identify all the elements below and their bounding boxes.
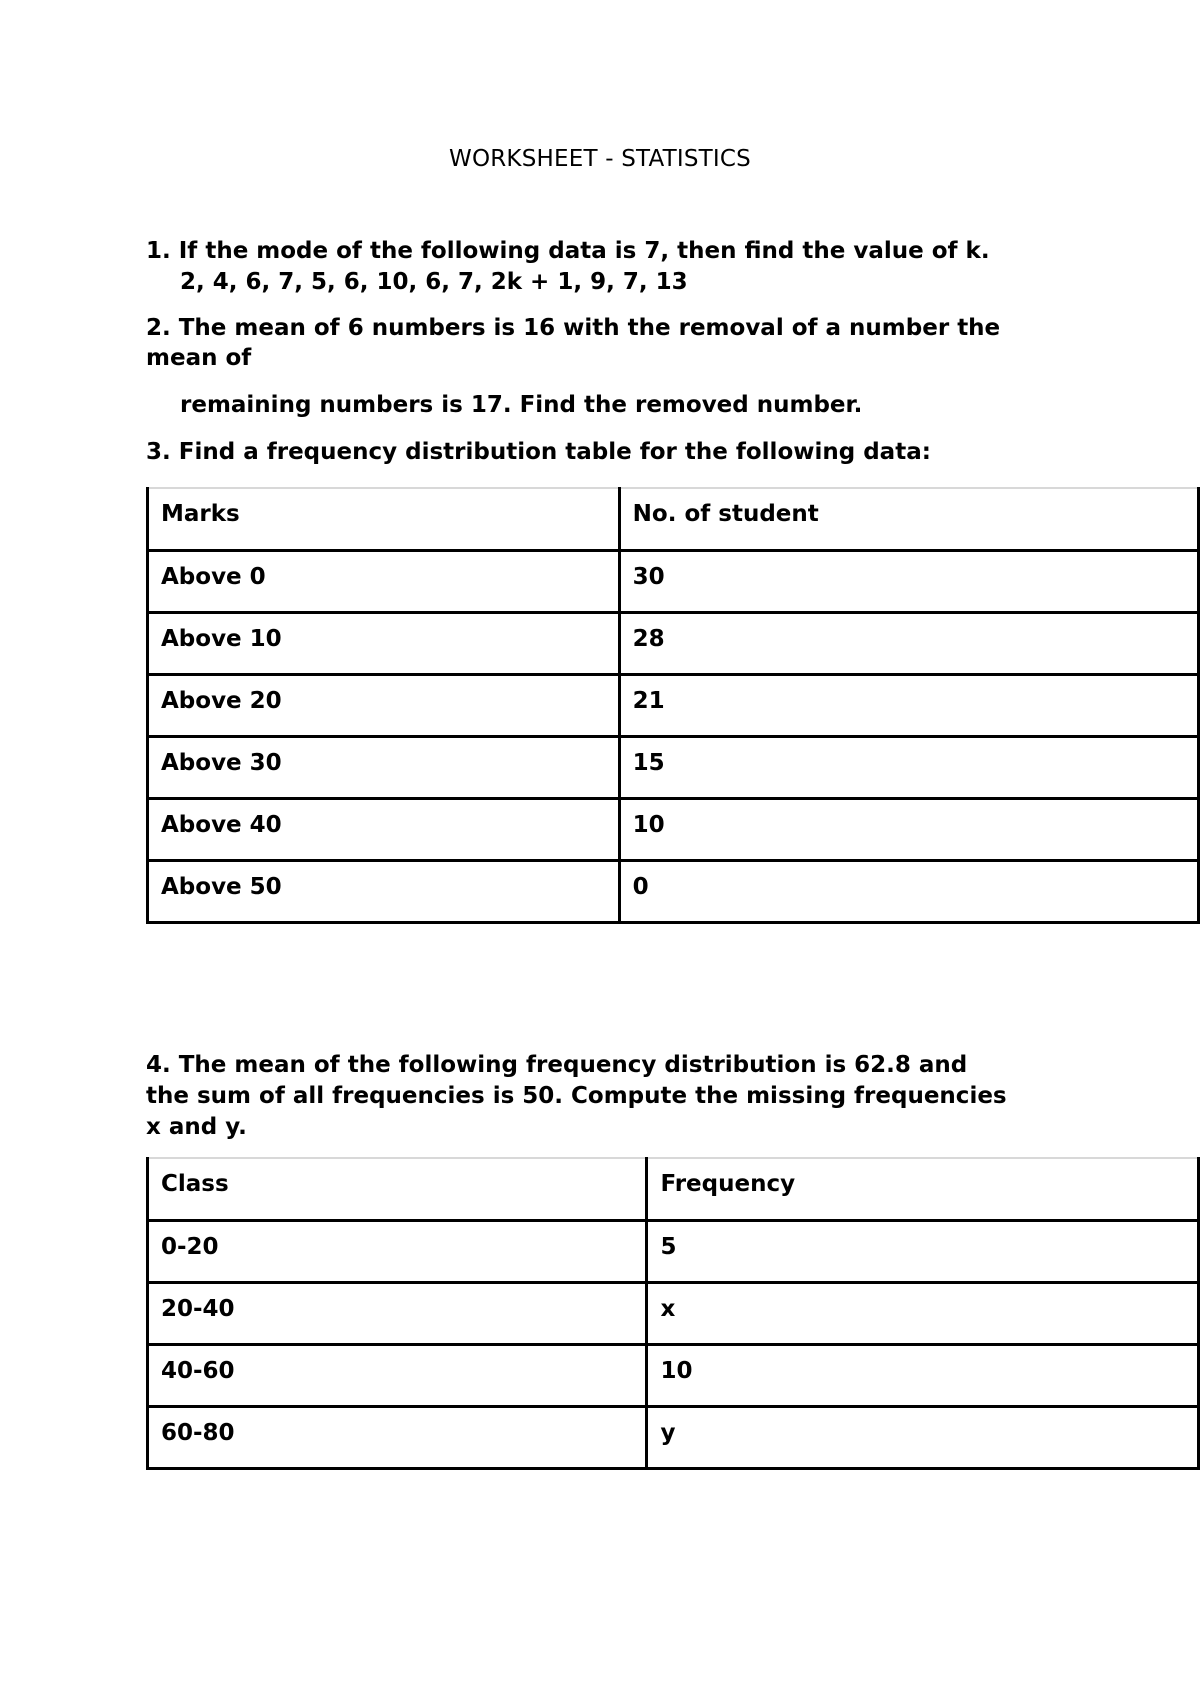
table-cell: y xyxy=(647,1406,1199,1468)
table-cell: 30 xyxy=(619,550,1198,612)
frequency-table xyxy=(146,1157,1200,1470)
table-cell: 15 xyxy=(619,736,1198,798)
question-2-line-2: mean of xyxy=(146,345,252,371)
table-cell: 28 xyxy=(619,612,1198,674)
table-cell: x xyxy=(647,1282,1199,1344)
question-2-line-3: remaining numbers is 17. Find the removed number. xyxy=(180,392,863,418)
table-cell: 0-20 xyxy=(148,1220,647,1282)
table-header-cell: Class xyxy=(148,1158,647,1220)
table-cell: 21 xyxy=(619,674,1198,736)
question-4-line-1: 4. The mean of the following frequency distribution is 62.8 and xyxy=(146,1052,968,1078)
table-cell: 20-40 xyxy=(148,1282,647,1344)
table-cell: Above 10 xyxy=(148,612,620,674)
table-row xyxy=(148,736,1199,798)
table-row xyxy=(148,1344,1199,1406)
table-row xyxy=(148,1220,1199,1282)
table-cell: 40-60 xyxy=(148,1344,647,1406)
table-cell: 5 xyxy=(647,1220,1199,1282)
table-row xyxy=(148,798,1199,860)
marks-table xyxy=(146,487,1200,924)
table-row xyxy=(148,550,1199,612)
question-1-text: 1. If the mode of the following data is 7, then find the value of k. xyxy=(146,238,990,264)
table-cell: Above 50 xyxy=(148,860,620,922)
table-row xyxy=(148,1406,1199,1468)
table-header-row xyxy=(148,488,1199,550)
table-header-cell: Marks xyxy=(148,488,620,550)
table-row xyxy=(148,674,1199,736)
table-cell: 10 xyxy=(619,798,1198,860)
table-row xyxy=(148,1282,1199,1344)
table-cell: 60-80 xyxy=(148,1406,647,1468)
table-header-cell: No. of student xyxy=(619,488,1198,550)
table-cell: Above 30 xyxy=(148,736,620,798)
table-cell: Above 40 xyxy=(148,798,620,860)
question-4-line-2: the sum of all frequencies is 50. Compute the missing frequencies xyxy=(146,1083,1007,1109)
table-cell: 0 xyxy=(619,860,1198,922)
table-row xyxy=(148,860,1199,922)
table-header-cell: Frequency xyxy=(647,1158,1199,1220)
table-row xyxy=(148,612,1199,674)
question-2-line-1: 2. The mean of 6 numbers is 16 with the removal of a number the xyxy=(146,315,1001,341)
question-1-data: 2, 4, 6, 7, 5, 6, 10, 6, 7, 2k + 1, 9, 7, 13 xyxy=(180,269,688,295)
page-title: WORKSHEET - STATISTICS xyxy=(449,146,751,172)
table-header-row xyxy=(148,1158,1199,1220)
table-cell: Above 0 xyxy=(148,550,620,612)
question-3-text: 3. Find a frequency distribution table for the following data: xyxy=(146,439,931,465)
table-cell: 10 xyxy=(647,1344,1199,1406)
table-cell: Above 20 xyxy=(148,674,620,736)
question-4-line-3: x and y. xyxy=(146,1114,247,1140)
